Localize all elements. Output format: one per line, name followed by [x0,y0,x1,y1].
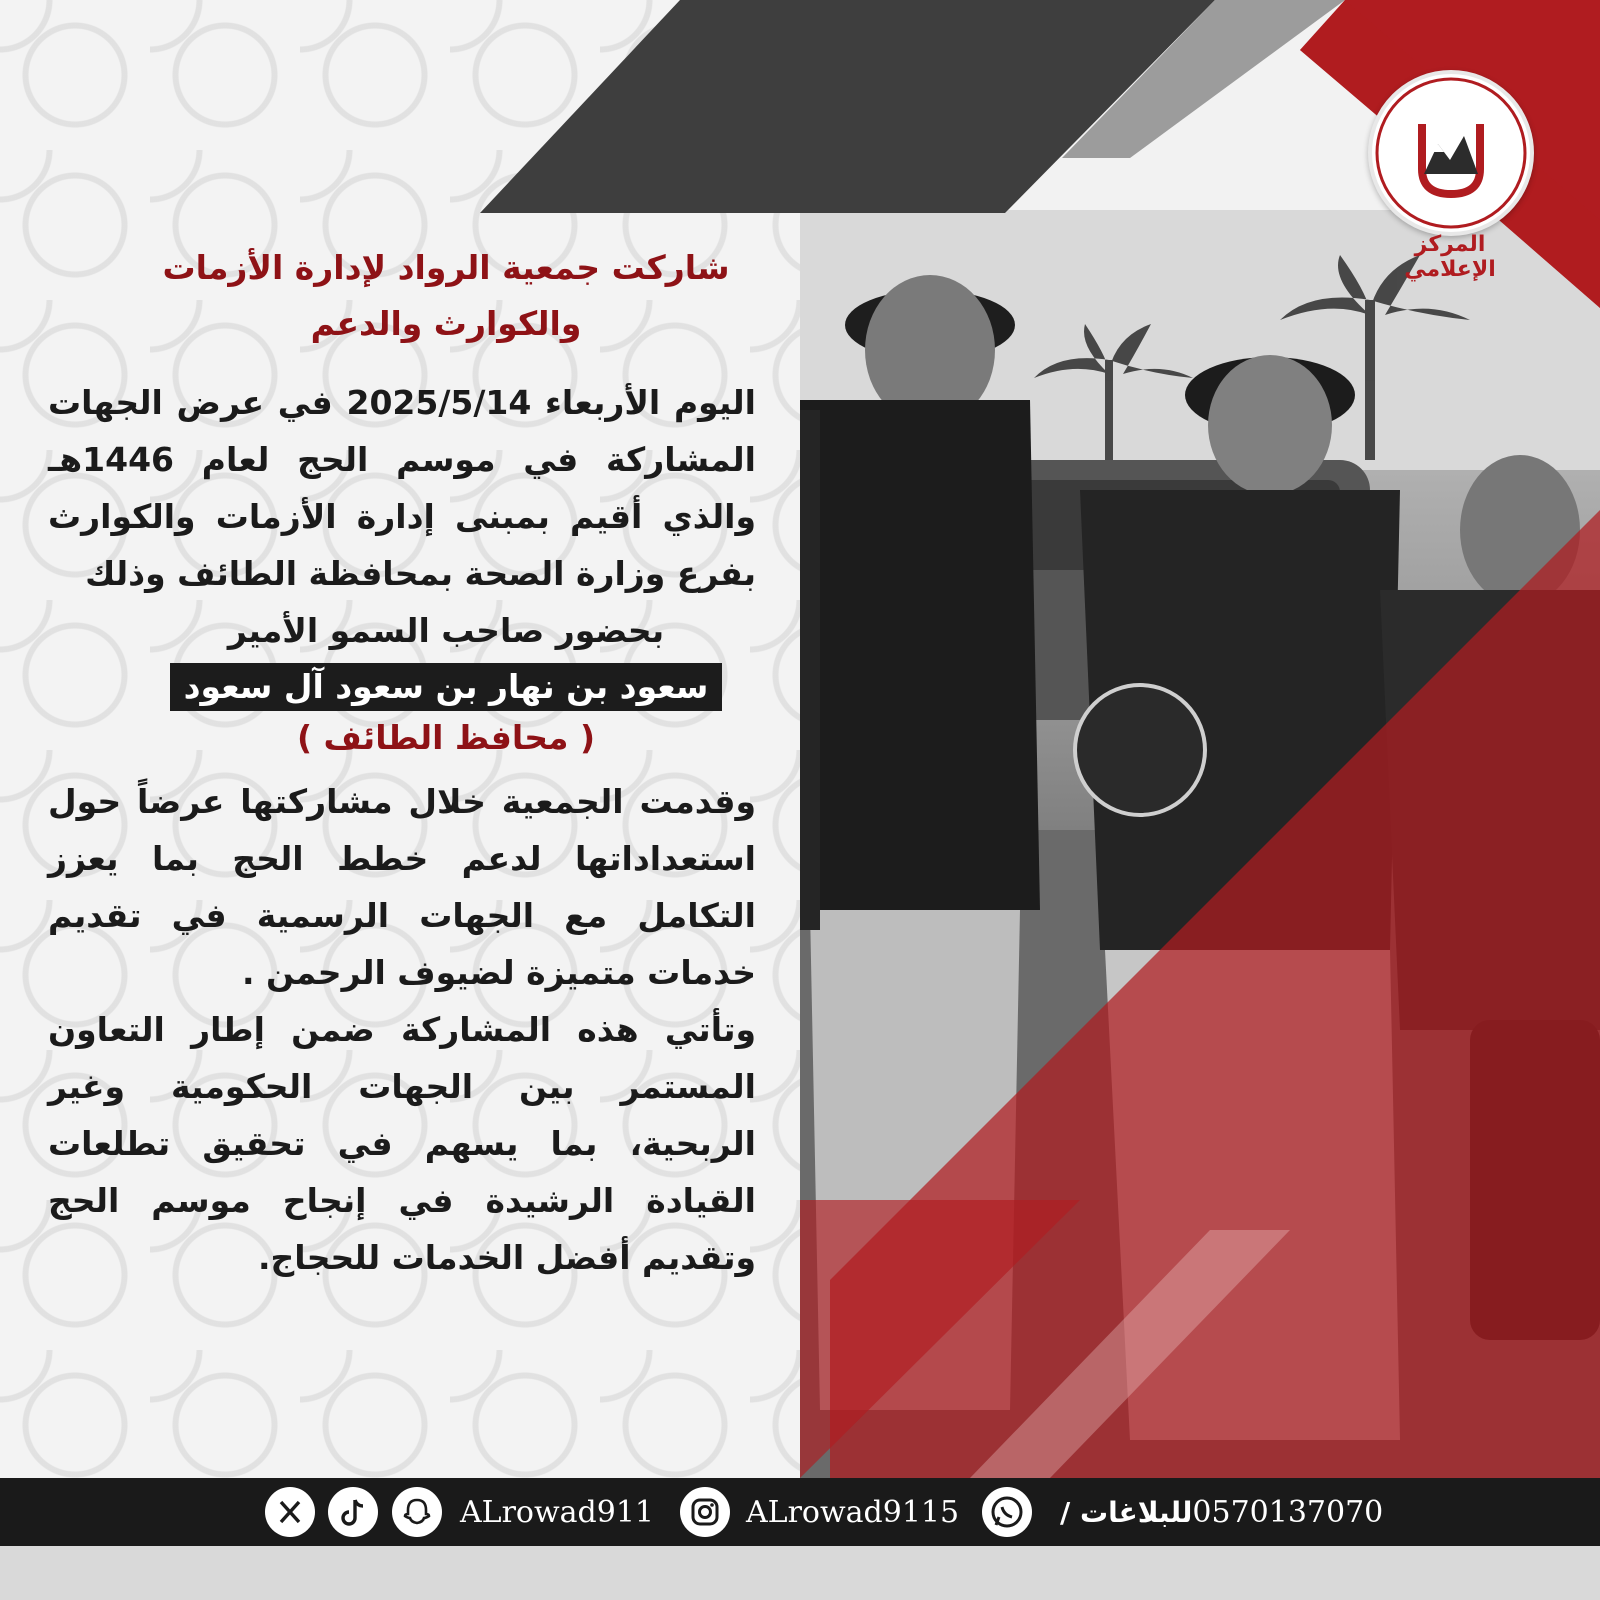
instagram-handle-item[interactable] [746,1478,959,1546]
content-column [48,240,756,1286]
social-handle-item[interactable] [460,1478,654,1546]
tiktok-icon[interactable] [328,1487,378,1537]
prince-title: ( محافظ الطائف ) [296,718,596,757]
paragraph-3: وتأتي هذه المشاركة ضمن إطار التعاون المستمر بين الجهات الحكومية وغير الربحية، بما يسهم في تحقيق تطلعات القيادة الرشيدة في إنجاح موسم الحج وتقديم أفضل الخدمات للحجاج. [48,1010,756,1277]
snapchat-icon[interactable] [392,1487,442,1537]
paragraph-1: اليوم الأربعاء 2025/5/14 في عرض الجهات المشاركة في موسم الحج لعام 1446هـ والذي أقيم بمبنى إدارة الأزمات والكوارث بفرع وزارة الصحة بمحافظة الطائف وذلك [48,383,756,593]
reports-label: للبلاغات / [1060,1495,1193,1529]
x-item[interactable] [265,1478,315,1546]
instagram-item[interactable] [680,1478,730,1546]
tiktok-item[interactable] [328,1478,378,1546]
headline-line-2: والكوارث والدعم [310,304,582,343]
bottom-band [0,1546,1600,1600]
whatsapp-icon[interactable] [982,1487,1032,1537]
instagram-icon[interactable] [680,1487,730,1537]
presence-line: بحضور صاحب السمو الأمير [227,611,665,650]
social-handle[interactable]: ALrowad911 [460,1494,655,1530]
footer-bar [0,1478,1600,1546]
paragraph-2: وقدمت الجمعية خلال مشاركتها عرضاً حول استعداداتها لدعم خطط الحج بما يعزز التكامل مع الجهات الرسمية في تقديم خدمات متميزة لضيوف الرحمن . [48,782,756,992]
phone-number[interactable]: 0570137070 [1192,1494,1384,1530]
media-center-label: المركز الإعلامي [1404,232,1496,282]
top-dark-band [480,0,1215,213]
instagram-handle[interactable]: ALrowad9115 [746,1494,960,1530]
prince-name: سعود بن نهار بن سعود آل سعود [170,663,723,711]
reports-label-item [1050,1478,1383,1546]
prince-name-wrap [136,663,756,711]
whatsapp-item[interactable] [982,1478,1032,1546]
headline [136,240,756,352]
x-icon[interactable] [265,1487,315,1537]
association-logo [1368,70,1534,236]
headline-line-1: شاركت جمعية الرواد لإدارة الأزمات [162,248,730,287]
snapchat-item[interactable] [392,1478,442,1546]
